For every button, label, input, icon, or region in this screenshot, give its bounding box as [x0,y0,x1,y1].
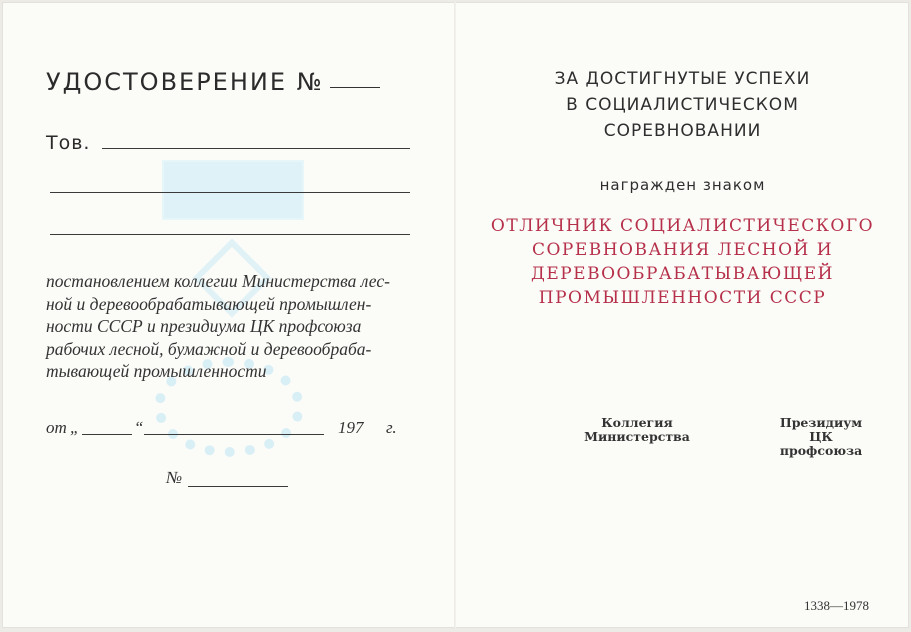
right-page [456,2,909,628]
date-quote-open: „ [70,418,80,437]
signature-ministry-line: Министерства [584,429,690,444]
badge-name-line: ДЕРЕВООБРАБАТЫВАЮЩЕЙ [531,264,834,284]
recipient-label: Тов. [46,132,91,154]
recipient-line-3-blank[interactable] [50,234,410,235]
decree-line: рабочих лесной, бумажной и деревообраба- [46,338,372,359]
certificate-title [46,68,380,96]
signature-ministry-line: Коллегия [601,415,673,430]
badge-name-line: СОРЕВНОВАНИЯ ЛЕСНОЙ И [531,240,834,260]
left-page [2,2,454,628]
signature-union-line: Президиум [779,415,863,430]
date-prefix: от [46,418,67,437]
date-year: 197 [338,418,364,437]
date-quote-close: “ [134,418,144,437]
decree-text [46,270,418,383]
achievement-line: СОРЕВНОВАНИИ [603,121,762,141]
signature-union-line: ЦК профсоюза [779,429,863,458]
recipient-line-2-blank[interactable] [50,192,410,193]
badge-name-line: ПРОМЫШЛЕННОСТИ СССР [538,288,827,308]
certificate-number-blank[interactable] [330,87,380,88]
date-day-blank[interactable] [82,434,132,435]
decree-line: ности СССР и президиума ЦК профсоюза [46,316,362,336]
decree-line: ной и деревообрабатывающей промышлен- [46,293,372,314]
date-year-suffix: г. [386,418,397,437]
badge-name-line: ОТЛИЧНИК СОЦИАЛИСТИЧЕСКОГО [490,216,875,236]
awarded-text: награжден знаком [599,176,766,194]
signature-union [766,416,876,458]
print-code: 1338—1978 [804,598,869,613]
decree-line: постановлением коллегии Министерства лес- [46,271,390,291]
date-month-blank[interactable] [144,434,324,435]
decree-line: тывающей промышленности [46,361,267,381]
certificate-spread [2,2,909,628]
signature-ministry [582,416,692,444]
achievement-line: В СОЦИАЛИСТИЧЕСКОМ [566,95,799,115]
recipient-name-blank[interactable] [102,148,410,149]
number-label: № [166,468,183,487]
certificate-title-text: УДОСТОВЕРЕНИЕ № [46,68,324,96]
achievement-line: ЗА ДОСТИГНУТЫЕ УСПЕХИ [554,69,811,89]
number-blank[interactable] [188,486,288,487]
